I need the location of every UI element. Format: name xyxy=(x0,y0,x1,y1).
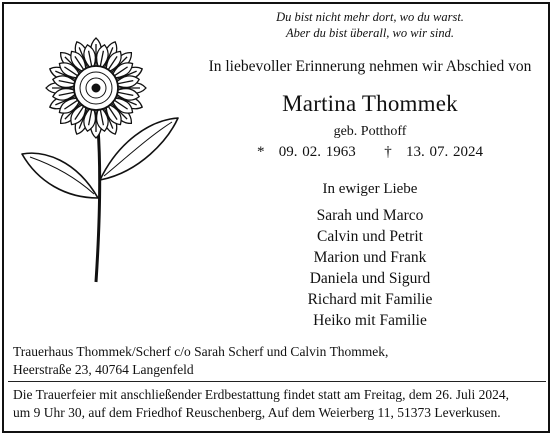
quote-line: Aber du bist überall, wo wir sind. xyxy=(285,26,455,40)
memorial-quote xyxy=(200,9,540,41)
funeral-line: um 9 Uhr 30, auf dem Friedhof Reuschenberg, Auf dem Weierberg 11, 51373 Leverkusen. xyxy=(13,405,501,420)
quote-line: Du bist nicht mehr dort, wo du warst. xyxy=(276,10,464,24)
funeral-line: Die Trauerfeier mit anschließender Erdbestattung findet statt am Freitag, dem 26. Juli 2024, xyxy=(13,387,510,402)
closing-line: In ewiger Liebe xyxy=(322,181,418,197)
deceased-name: Martina Thommek xyxy=(282,91,458,116)
mourner-entry: Daniela und Sigurd xyxy=(309,270,431,287)
death-date: 13. 07. 2024 xyxy=(406,144,483,160)
mourner-entry: Calvin und Petrit xyxy=(317,228,423,245)
intro-text: In liebevoller Erinnerung nehmen wir Abschied von xyxy=(208,58,532,75)
funeral-details xyxy=(13,386,509,422)
address-line: Heerstraße 23, 40764 Langenfeld xyxy=(13,362,194,377)
death-symbol: † xyxy=(384,144,392,160)
mourner-entry: Heiko mit Familie xyxy=(313,312,427,329)
mourner-entry: Sarah und Marco xyxy=(316,207,424,224)
divider xyxy=(8,381,546,382)
sunflower-icon xyxy=(0,0,200,300)
address-line: Trauerhaus Thommek/Scherf c/o Sarah Scherf und Calvin Thommek, xyxy=(13,344,389,359)
mourners-list xyxy=(195,205,545,331)
mourner-entry: Marion und Frank xyxy=(313,249,427,266)
mourner-entry: Richard mit Familie xyxy=(307,291,433,308)
life-dates xyxy=(195,144,545,161)
mourning-address xyxy=(13,343,388,379)
birth-symbol: * xyxy=(257,144,265,160)
birth-name: geb. Potthoff xyxy=(333,124,407,139)
birth-date: 09. 02. 1963 xyxy=(278,144,356,160)
